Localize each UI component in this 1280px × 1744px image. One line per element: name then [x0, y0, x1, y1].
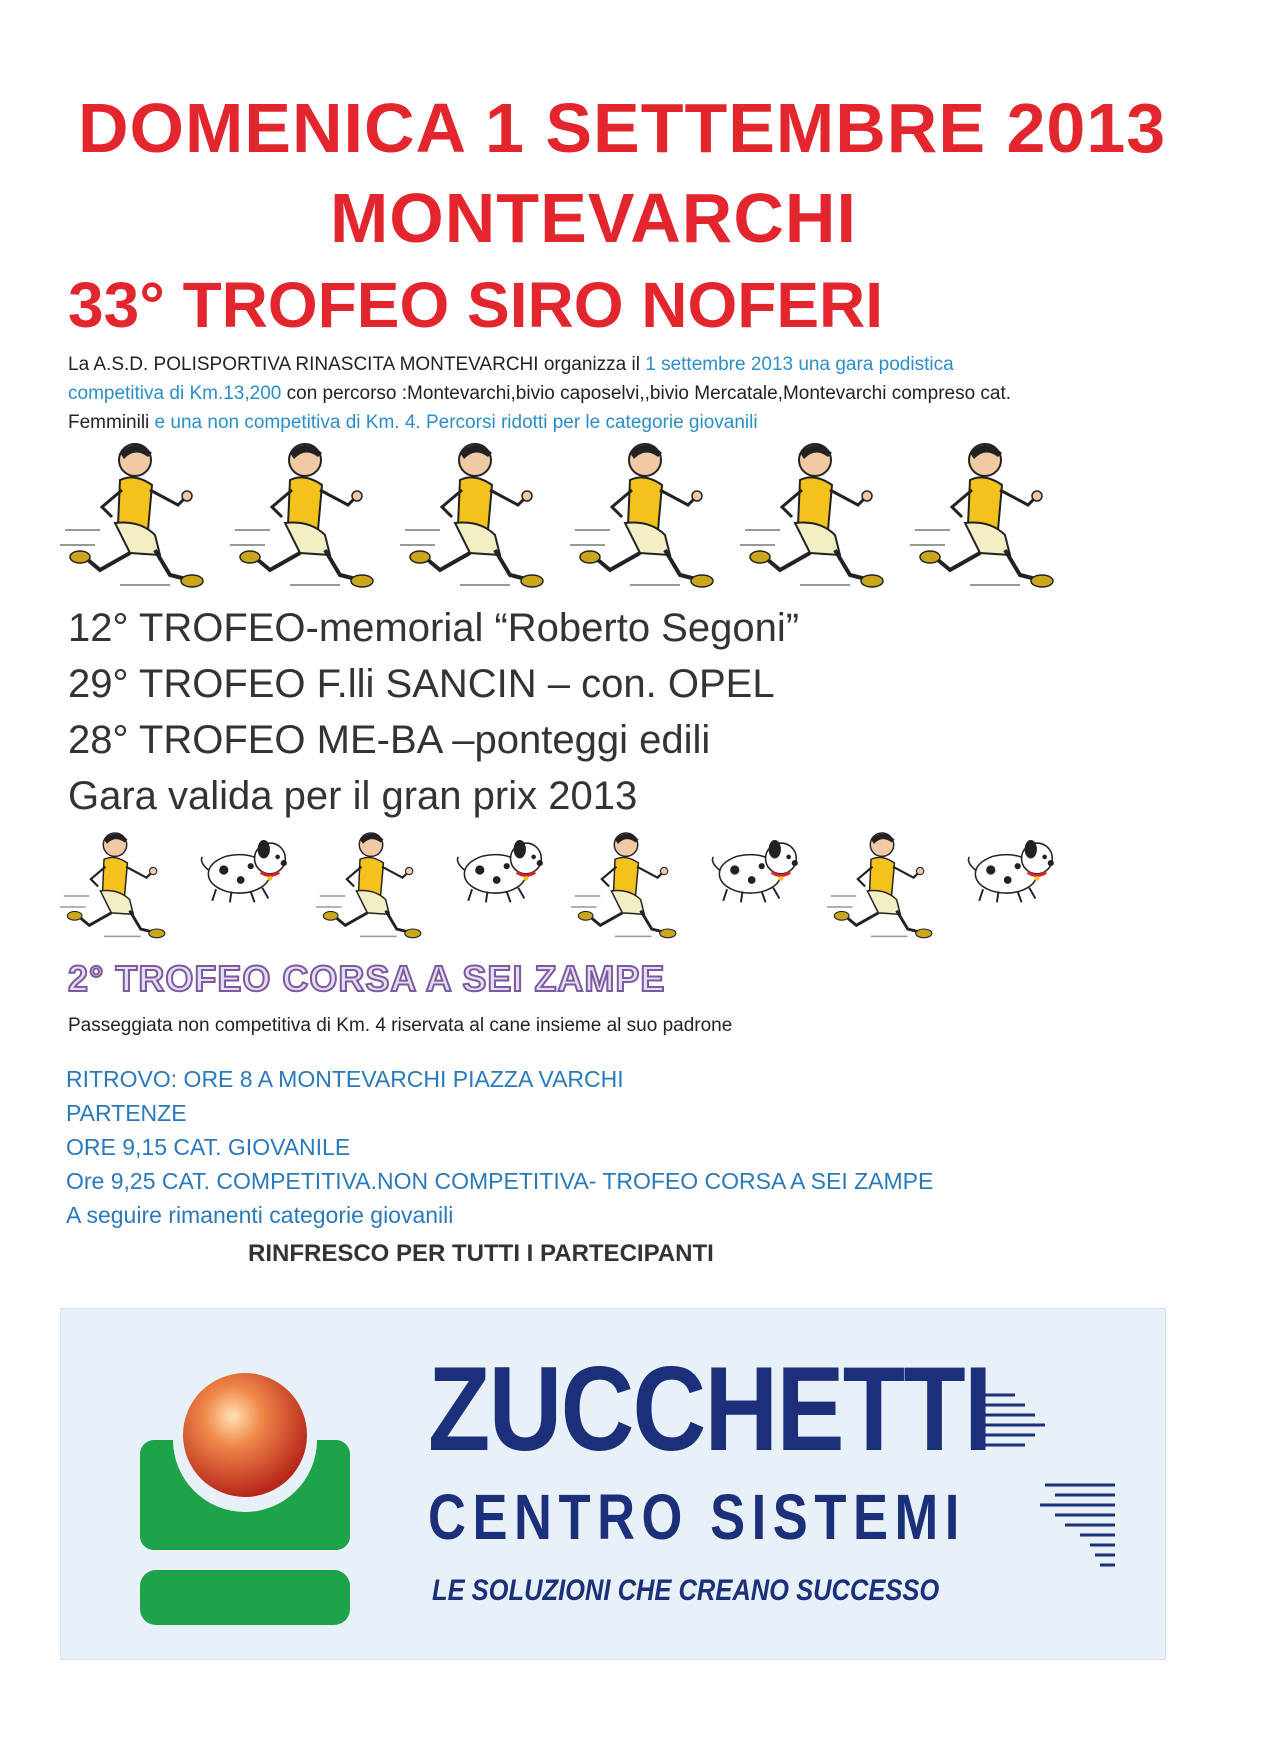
runner-icon	[60, 435, 210, 595]
runners-illustration-row	[60, 435, 1060, 605]
refreshment-notice: RINFRESCO PER TUTTI I PARTECIPANTI	[248, 1240, 714, 1267]
trophy-item: Gara valida per il gran prix 2013	[68, 774, 638, 818]
trophy-item: 29° TROFEO F.lli SANCIN – con. OPEL	[68, 662, 775, 706]
trophy-list	[68, 600, 799, 824]
description-part-4: e una non competitiva di Km. 4. Percorsi ridotti per le categorie giovanili	[149, 412, 758, 433]
runner-icon	[740, 435, 890, 595]
schedule-info	[66, 1062, 933, 1232]
schedule-line: RITROVO: ORE 8 A MONTEVARCHI PIAZZA VARCHI	[66, 1066, 624, 1092]
arrow-stripes-icon	[985, 1385, 1125, 1585]
runner-icon	[570, 435, 720, 595]
sponsor-slogan: LE SOLUZIONI CHE CREANO SUCCESSO	[432, 1574, 940, 1607]
main-trophy-title: 33° TROFEO SIRO NOFERI	[68, 269, 884, 341]
description-part-2: 1 settembre 2013 una gara podistica competitiva di Km.13,200	[68, 354, 954, 404]
zucchetti-logo-icon	[130, 1345, 380, 1645]
schedule-line: ORE 9,15 CAT. GIOVANILE	[66, 1134, 351, 1160]
runner-icon	[571, 820, 681, 950]
schedule-line: A seguire rimanenti categorie giovanili	[66, 1202, 454, 1228]
six-paws-description: Passeggiata non competitiva di Km. 4 riservata al cane insieme al suo padrone	[68, 1015, 733, 1036]
description-part-3: con percorso :Montevarchi,bivio caposelvi,,bivio Mercatale,Montevarchi compreso cat. Femminili	[68, 383, 1012, 433]
event-description	[68, 350, 1018, 437]
runner-icon	[316, 820, 426, 950]
trophy-item: 28° TROFEO ME-BA –ponteggi edili	[68, 718, 711, 762]
runners-dogs-illustration-row	[60, 820, 1060, 960]
dog-icon	[193, 820, 293, 920]
runner-icon	[400, 435, 550, 595]
dog-icon	[960, 820, 1060, 920]
sponsor-name: ZUCCHETTI	[428, 1342, 991, 1476]
event-city-title: MONTEVARCHI	[330, 179, 857, 257]
dog-icon	[704, 820, 804, 920]
event-date-title: DOMENICA 1 SETTEMBRE 2013	[78, 89, 1167, 167]
trophy-item: 12° TROFEO-memorial “Roberto Segoni”	[68, 606, 800, 650]
schedule-line: Ore 9,25 CAT. COMPETITIVA.NON COMPETITIVA- TROFEO CORSA A SEI ZAMPE	[66, 1168, 934, 1194]
runner-icon	[230, 435, 380, 595]
runner-icon	[60, 820, 170, 950]
description-part-1: La A.S.D. POLISPORTIVA RINASCITA MONTEVARCHI organizza il	[68, 354, 646, 375]
sponsor-division: CENTRO SISTEMI	[428, 1481, 966, 1553]
schedule-line: PARTENZE	[66, 1100, 187, 1126]
six-paws-trophy-title: 2° TROFEO CORSA A SEI ZAMPE	[68, 958, 666, 999]
runner-icon	[827, 820, 937, 950]
runner-icon	[910, 435, 1060, 595]
dog-icon	[449, 820, 549, 920]
